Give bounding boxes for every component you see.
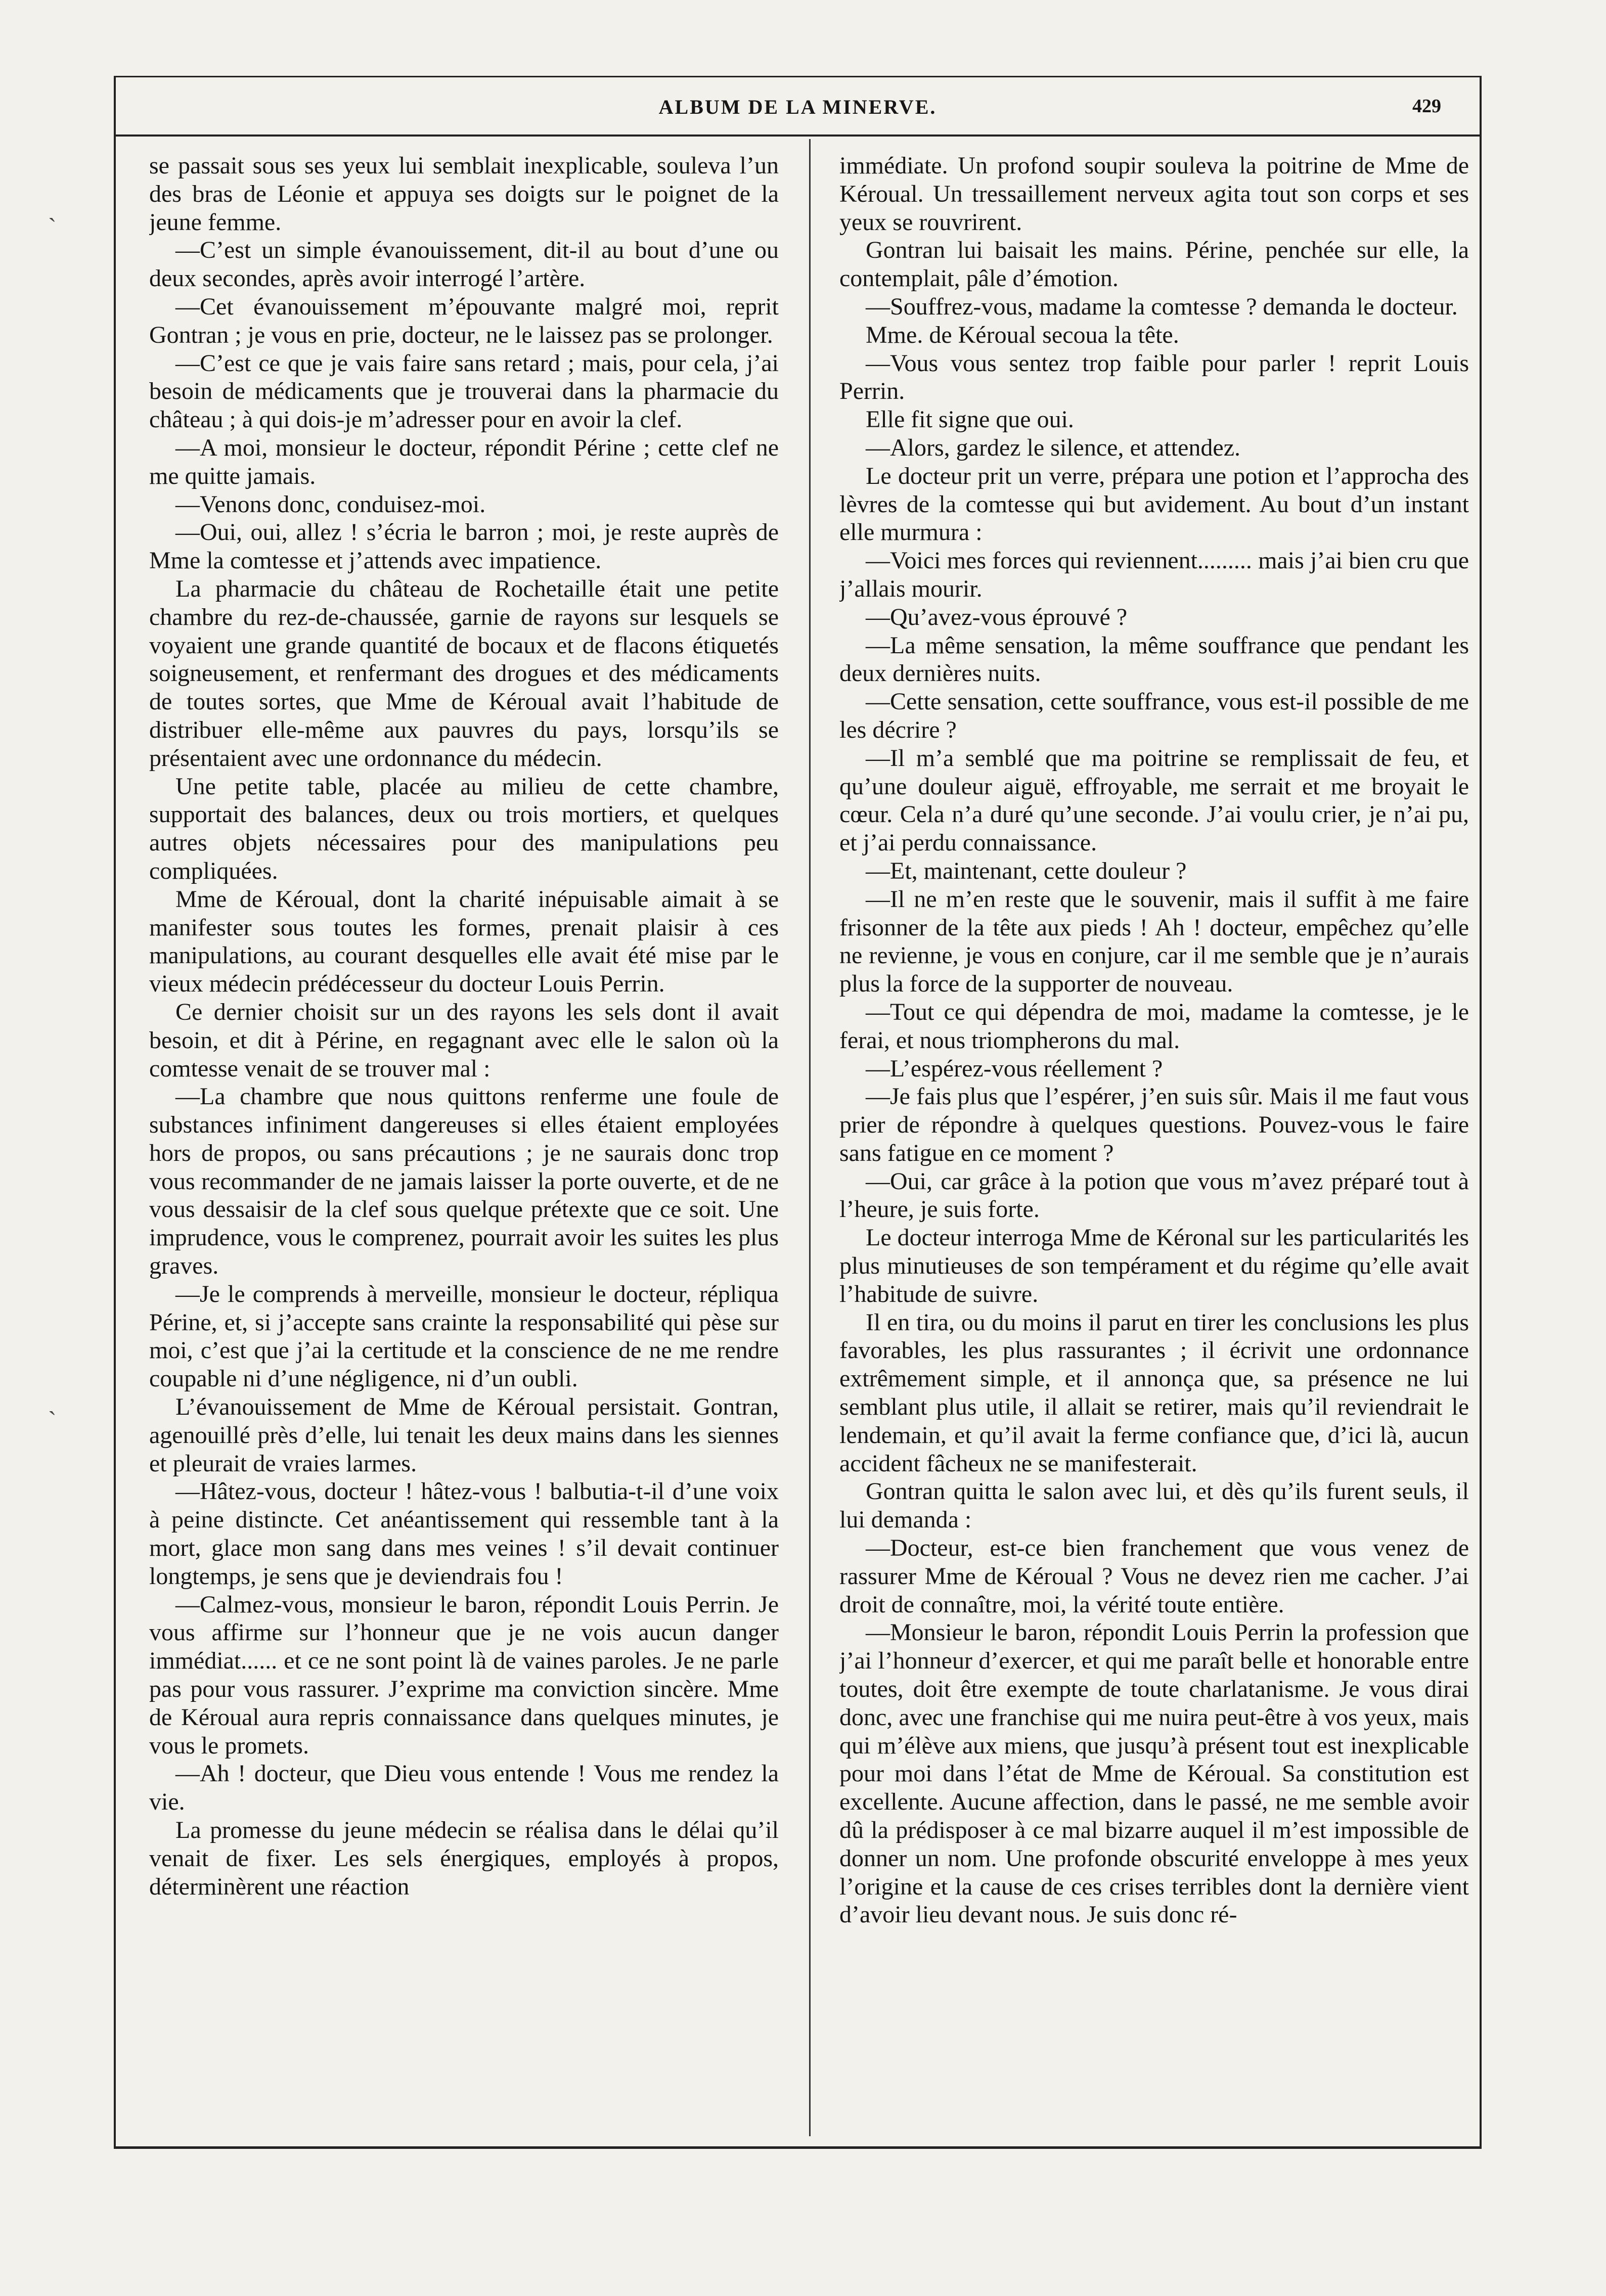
paragraph: —Cette sensation, cette souffrance, vous est-il possible de me les décrire ? — [839, 688, 1469, 743]
page-number: 429 — [1412, 96, 1441, 117]
paragraph: Ce dernier choisit sur un des rayons les sels dont il avait besoin, et dit à Périne, en regagnant avec elle le salon où la comtesse venait de se trouver mal : — [149, 998, 779, 1082]
paragraph: —Souffrez-vous, madame la comtesse ? demanda le docteur. — [866, 293, 1458, 320]
left-column — [149, 152, 779, 2129]
paragraph: —Et, maintenant, cette douleur ? — [866, 857, 1187, 884]
paragraph: L’évanouissement de Mme de Kéroual persistait. Gontran, agenouillé près d’elle, lui tenait les deux mains dans les siennes et pleurait de vraies larmes. — [149, 1393, 779, 1477]
paragraph: immédiate. Un profond soupir souleva la poitrine de Mme de Kéroual. Un tressaillement nerveux agita tout son corps et ses yeux se rouvrirent. — [839, 152, 1469, 236]
paragraph: —C’est un simple évanouissement, dit-il au bout d’une ou deux secondes, après avoir interrogé l’artère. — [149, 237, 779, 292]
paragraph: —Je fais plus que l’espérer, j’en suis sûr. Mais il me faut vous prier de répondre à quelques questions. Pouvez-vous le faire sans fatigue en ce moment ? — [839, 1083, 1469, 1166]
paragraph: —Je le comprends à merveille, monsieur le docteur, répliqua Périne, et, si j’accepte sans crainte la responsabilité qui pèse sur moi, c’est que j’ai la certitude et la conscience de ne me rendre coupable ni d’une négligence, ni d’un oubli. — [149, 1280, 779, 1392]
paragraph: Mme de Kéroual, dont la charité inépuisable aimait à se manifester sous toutes les formes, prenait plaisir à ces manipulations, au courant desquelles elle avait été mise par le vieux médecin prédécesseur du docteur Louis Perrin. — [149, 885, 779, 998]
paragraph: —Docteur, est-ce bien franchement que vous venez de rassurer Mme de Kéroual ? Vous ne devez rien me cacher. J’ai droit de connaître, moi, la vérité toute entière. — [839, 1535, 1469, 1618]
paragraph: —La chambre que nous quittons renferme une foule de substances infiniment dangereuses si elles étaient employées hors de propos, ou sans précautions ; je ne saurais donc trop vous recommander de ne jamais laisser la porte ouverte, et de ne vous dessaisir de la clef sous quelque prétexte que ce soit. Une imprudence, vous le comprenez, pourrait avoir les suites les plus graves. — [149, 1083, 779, 1280]
paragraph: Une petite table, placée au milieu de cette chambre, supportait des balances, deux ou trois mortiers, et quelques autres objets nécessaires pour des manipulations peu compliquées. — [149, 773, 779, 884]
paragraph: se passait sous ses yeux lui semblait inexplicable, souleva l’un des bras de Léonie et appuya ses doigts sur le poignet de la jeune femme. — [149, 152, 779, 236]
paragraph: —Oui, oui, allez ! s’écria le barron ; moi, je reste auprès de Mme la comtesse et j’attends avec impatience. — [149, 519, 779, 574]
paragraph: Le docteur interroga Mme de Kéronal sur les particularités les plus minutieuses de son tempérament et du régime qu’elle avait l’habitude de suivre. — [839, 1224, 1469, 1308]
paragraph: —A moi, monsieur le docteur, répondit Périne ; cette clef ne me quitte jamais. — [149, 434, 779, 489]
paragraph: —Il ne m’en reste que le souvenir, mais il suffit à me faire frisonner de la tête aux pieds ! Ah ! docteur, empêchez qu’elle ne revienne, je vous en conjure, car il me semble que je n’aurais plus la force de la supporter de nouveau. — [839, 885, 1469, 998]
paragraph: —C’est ce que je vais faire sans retard ; mais, pour cela, j’ai besoin de médicaments que je trouverai dans la pharmacie du château ; à qui dois-je m’adresser pour en avoir la clef. — [149, 349, 779, 433]
margin-mark: ˋ — [48, 213, 57, 241]
paragraph: —Venons donc, conduisez-moi. — [175, 490, 486, 518]
paragraph: —Calmez-vous, monsieur le baron, répondit Louis Perrin. Je vous affirme sur l’honneur que je ne vois aucun danger immédiat...... et ce ne sont point là de vaines paroles. Je ne parle pas pour vous rassurer. J’exprime ma conviction sincère. Mme de Kéroual aura repris connaissance dans quelques minutes, je vous le promets. — [149, 1591, 779, 1759]
paragraph: Gontran quitta le salon avec lui, et dès qu’ils furent seuls, il lui demanda : — [839, 1478, 1469, 1534]
paragraph: —Hâtez-vous, docteur ! hâtez-vous ! balbutia-t-il d’une voix à peine distincte. Cet anéantissement qui ressemble tant à la mort, glace mon sang dans mes veines ! s’il devait continuer longtemps, je sens que je deviendrais fou ! — [149, 1478, 779, 1590]
margin-mark: ˋ — [48, 1406, 57, 1434]
paragraph: Il en tira, ou du moins il parut en tirer les conclusions les plus favorables, les plus rassurantes ; il écrivit une ordonnance extrêmement simple, et il annonça que, sa présence ne lui semblant plus utile, il allait se retirer, mais qu’il reviendrait le lendemain, et qu’il avait la ferme confiance que, d’ici là, aucun accident fâcheux ne se manifesterait. — [839, 1309, 1469, 1477]
paragraph: —Cet évanouissement m’épouvante malgré moi, reprit Gontran ; je vous en prie, docteur, ne le laissez pas se prolonger. — [149, 293, 779, 348]
paragraph: —Qu’avez-vous éprouvé ? — [866, 603, 1128, 631]
paragraph: —Ah ! docteur, que Dieu vous entende ! Vous me rendez la vie. — [149, 1760, 779, 1816]
paragraph: —La même sensation, la même souffrance que pendant les deux dernières nuits. — [839, 632, 1469, 687]
paragraph: —Tout ce qui dépendra de moi, madame la comtesse, je le ferai, et nous triompherons du mal. — [839, 998, 1469, 1054]
paragraph: —L’espérez-vous réellement ? — [866, 1055, 1163, 1082]
right-column — [839, 152, 1469, 2129]
paragraph: Gontran lui baisait les mains. Périne, penchée sur elle, la contemplait, pâle d’émotion. — [839, 237, 1469, 292]
paragraph: —Oui, car grâce à la potion que vous m’avez préparé tout à l’heure, je suis forte. — [839, 1167, 1469, 1223]
paragraph: —Vous vous sentez trop faible pour parler ! reprit Louis Perrin. — [839, 349, 1469, 405]
running-header — [114, 81, 1482, 137]
paragraph: Mme. de Kéroual secoua la tête. — [866, 321, 1179, 348]
paragraph: Le docteur prit un verre, prépara une potion et l’approcha des lèvres de la comtesse qui but avidement. Au bout d’un instant elle murmura : — [839, 462, 1469, 546]
column-divider — [809, 139, 811, 2136]
journal-title: ALBUM DE LA MINERVE. — [658, 96, 937, 118]
paragraph: —Monsieur le baron, répondit Louis Perrin la profession que j’ai l’honneur d’exercer, et qui me paraît belle et honorable entre toutes, doit être exempte de toute charlatanisme. Je vous dirai donc, avec une franchise qui me nuira peut-être à vos yeux, mais qui m’élève aux miens, que jusqu’à présent tout est inexplicable pour moi dans l’état de Mme de Kéroual. Sa constitution est excellente. Aucune affection, dans le passé, ne me semble avoir dû la prédisposer à ce mal bizarre auquel il m’est impossible de donner un nom. Une profonde obscurité enveloppe à mes yeux l’origine et la cause de ces crises terribles dont la dernière vient d’avoir lieu devant nous. Je suis donc ré- — [839, 1619, 1469, 1928]
paragraph: —Voici mes forces qui reviennent......... mais j’ai bien cru que j’allais mourir. — [839, 547, 1469, 602]
paragraph: —Il m’a semblé que ma poitrine se remplissait de feu, et qu’une douleur aiguë, effroyable, me serrait et me broyait le cœur. Cela n’a duré qu’une seconde. J’ai voulu crier, je n’ai pu, et j’ai perdu connaissance. — [839, 744, 1469, 857]
paragraph: La promesse du jeune médecin se réalisa dans le délai qu’il venait de fixer. Les sels énergiques, employés à propos, déterminèrent une réaction — [149, 1817, 779, 1900]
paragraph: La pharmacie du château de Rochetaille était une petite chambre du rez-de-chaussée, garnie de rayons sur lesquels se voyaient une grande quantité de bocaux et de flacons étiquetés soigneusement, et renfermant des drogues et des médicaments de toutes sortes, que Mme de Kéroual avait l’habitude de distribuer elle-même aux pauvres du pays, lorsqu’ils se présentaient avec une ordonnance du médecin. — [149, 575, 779, 772]
paragraph: —Alors, gardez le silence, et attendez. — [866, 434, 1240, 461]
paragraph: Elle fit signe que oui. — [866, 406, 1074, 433]
